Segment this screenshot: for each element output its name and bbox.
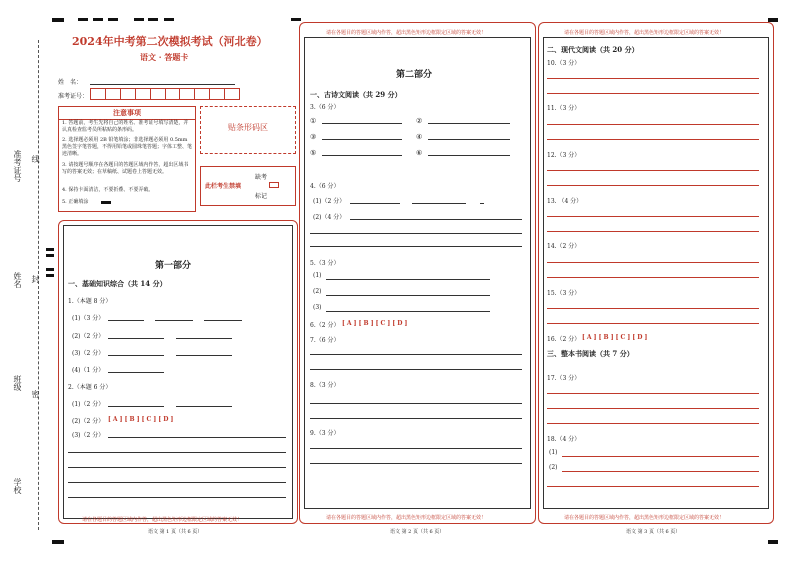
q5-sub3: (3) (313, 304, 322, 311)
answer-line[interactable] (108, 372, 164, 373)
answer-line[interactable] (547, 93, 759, 94)
answer-line[interactable] (412, 203, 466, 204)
warning-text: 请在各题目的答题区域内作答，超出黑色矩形边框限定区域的答案无效！ (564, 30, 725, 36)
warning-text: 请在各题目的答题区域内作答，超出黑色矩形边框限定区域的答案无效！ (326, 515, 487, 521)
q1-label: 1.（本题 8 分） (68, 298, 112, 305)
answer-line[interactable] (108, 355, 164, 356)
id-label: 准考证号： (58, 93, 89, 100)
q10-label: 10.（3 分） (547, 60, 581, 67)
side-label-seal: 封 (31, 275, 40, 283)
answer-line[interactable] (547, 170, 759, 171)
barcode-area (200, 106, 296, 154)
answer-line[interactable] (547, 262, 759, 263)
timing-mark (148, 18, 158, 21)
answer-line[interactable] (176, 406, 232, 407)
answer-line[interactable] (562, 471, 759, 472)
answer-line[interactable] (547, 423, 759, 424)
page-footer-2: 语文 第 2 页（共 6 页） (390, 529, 445, 535)
name-field[interactable] (90, 84, 235, 85)
timing-mark (78, 18, 88, 21)
notes-item: 4. 保持卡面清洁，不要折叠、不要弄破。 (62, 187, 154, 193)
absent-mark2: 标记 (255, 193, 268, 200)
answer-line[interactable] (310, 403, 522, 404)
answer-line[interactable] (350, 219, 522, 220)
timing-mark (93, 18, 103, 21)
answer-line[interactable] (68, 482, 286, 483)
q18-sub2: (2) (549, 464, 558, 471)
circle-1: ① (310, 117, 317, 125)
warning-text: 请在各题目的答题区域内作答，超出黑色矩形边框限定区域的答案无效！ (564, 515, 725, 521)
q6-label: 6.（2 分） (310, 322, 340, 329)
timing-mark (52, 540, 64, 544)
fill-sample-icon (101, 201, 111, 204)
page-subtitle: 语文 · 答题卡 (140, 52, 189, 62)
option-choice[interactable]: [ A ] [ B ] [ C ] [ D ] (342, 320, 408, 327)
answer-line[interactable] (547, 78, 759, 79)
q1-sub1: (1)（3 分） (72, 315, 105, 322)
side-label-class: 班级 (13, 375, 22, 391)
section-modern: 二、现代文阅读（共 20 分） (547, 45, 639, 54)
answer-line[interactable] (108, 338, 164, 339)
answer-line[interactable] (326, 295, 490, 296)
timing-mark (164, 18, 174, 21)
section-poetry: 一、古诗文阅读（共 29 分） (310, 90, 402, 99)
name-label: 姓 名： (58, 79, 83, 86)
side-label-school: 学校 (13, 478, 22, 494)
q15-label: 15.（3 分） (547, 290, 581, 297)
q4-label: 4.（6 分） (310, 183, 340, 190)
answer-line[interactable] (326, 279, 490, 280)
q3-label: 3.（6 分） (310, 104, 340, 111)
answer-line[interactable] (176, 338, 232, 339)
timing-mark (134, 18, 144, 21)
answer-line[interactable] (428, 155, 510, 156)
answer-line[interactable] (350, 203, 400, 204)
answer-line[interactable] (547, 393, 759, 394)
q14-label: 14.（2 分） (547, 243, 581, 250)
q1-sub3: (3)（2 分） (72, 350, 105, 357)
q18-sub1: (1) (549, 449, 558, 456)
binding-line (38, 40, 39, 530)
answer-line[interactable] (480, 203, 484, 204)
q1-sub4: (4)（1 分） (72, 367, 105, 374)
answer-line[interactable] (68, 452, 286, 453)
circle-2: ② (416, 117, 423, 125)
answer-line[interactable] (428, 123, 510, 124)
absent-mark1: 缺考 (255, 174, 268, 181)
q1-sub2: (2)（2 分） (72, 333, 105, 340)
answer-line[interactable] (562, 456, 759, 457)
notes-item: 5. 正确填涂 (62, 199, 89, 205)
absent-label: 此栏考生禁填 (205, 183, 242, 190)
part-one-title: 第一部分 (155, 261, 192, 271)
notes-box (58, 106, 196, 212)
answer-line[interactable] (176, 355, 232, 356)
id-boxes[interactable] (90, 88, 240, 100)
notes-item: 2. 选择题必须用 2B 铅笔填涂；非选择题必须用 0.5mm 黑色签字笔答题，不得用铅笔或圆珠笔答题；字体工整、笔迹清晰。 (62, 137, 193, 157)
answer-line[interactable] (310, 246, 522, 247)
answer-line[interactable] (310, 448, 522, 449)
timing-mark (291, 18, 301, 21)
page-footer-3: 语文 第 3 页（共 6 页） (626, 529, 681, 535)
answer-line[interactable] (322, 139, 402, 140)
answer-line[interactable] (322, 155, 402, 156)
answer-line[interactable] (547, 277, 759, 278)
answer-line[interactable] (547, 124, 759, 125)
q2-sub2: (2)（2 分） (72, 418, 105, 425)
answer-line[interactable] (155, 320, 193, 321)
answer-line[interactable] (310, 233, 522, 234)
page-footer-1: 语文 第 1 页（共 6 页） (148, 529, 203, 535)
section-basic: 一、基础知识综合（共 14 分） (68, 279, 167, 288)
warning-text: 请在各题目的答题区域内作答，超出黑色矩形边框限定区域的答案无效！ (82, 517, 243, 523)
circle-6: ⑥ (416, 149, 423, 157)
section-book: 三、整本书阅读（共 7 分） (547, 349, 634, 358)
answer-line[interactable] (547, 231, 759, 232)
side-label-line: 线 (31, 155, 40, 163)
timing-mark (768, 540, 778, 544)
answer-line[interactable] (68, 497, 286, 498)
answer-line[interactable] (547, 408, 759, 409)
answer-line[interactable] (310, 418, 522, 419)
q8-label: 8.（3 分） (310, 382, 340, 389)
q16-label: 16.（2 分） (547, 336, 581, 343)
page-title: 2024年中考第二次模拟考试（河北卷） (72, 35, 268, 48)
answer-line[interactable] (310, 463, 522, 464)
circle-5: ⑤ (310, 149, 317, 157)
warning-text: 请在各题目的答题区域内作答，超出黑色矩形边框限定区域的答案无效！ (326, 30, 487, 36)
answer-line[interactable] (547, 139, 759, 140)
q2-sub1: (1)（2 分） (72, 401, 105, 408)
part-two-title: 第二部分 (396, 70, 433, 80)
answer-line[interactable] (310, 354, 522, 355)
answer-line[interactable] (547, 216, 759, 217)
q5-sub2: (2) (313, 288, 322, 295)
circle-4: ④ (416, 133, 423, 141)
answer-line[interactable] (428, 139, 510, 140)
answer-line[interactable] (326, 311, 490, 312)
q9-label: 9.（3 分） (310, 430, 340, 437)
answer-line[interactable] (108, 406, 164, 407)
timing-mark (46, 248, 54, 251)
notes-item: 1. 答题前，考生先将自己的姓名、准考证号填写清楚，并认真检查监考员所粘贴的条形码。 (62, 120, 189, 133)
circle-3: ③ (310, 133, 317, 141)
option-choice[interactable]: [ A ] [ B ] [ C ] [ D ] (108, 416, 174, 423)
side-label-name: 姓名 (13, 272, 22, 288)
answer-line[interactable] (310, 369, 522, 370)
q2-sub3: (3)（2 分） (72, 432, 105, 439)
q4-sub1: (1)（2 分） (313, 198, 346, 205)
timing-mark (52, 18, 64, 22)
q11-label: 11.（3 分） (547, 105, 581, 112)
answer-line[interactable] (547, 323, 759, 324)
answer-panel-3 (538, 22, 774, 524)
side-label-id: 准考证号 (13, 150, 22, 182)
q18-label: 18.（4 分） (547, 436, 581, 443)
notes-item: 3. 请按题号顺序在各题目的答题区域内作答，超出区域书写的答案无效；在草稿纸、试题卷上答题无效。 (62, 162, 189, 175)
q13-label: 13. （4 分） (547, 198, 583, 205)
q17-label: 17.（3 分） (547, 375, 581, 382)
notes-title: 注意事项 (59, 107, 195, 120)
absent-checkbox[interactable] (269, 182, 279, 188)
answer-line[interactable] (68, 467, 286, 468)
q7-label: 7.（6 分） (310, 337, 340, 344)
answer-line[interactable] (547, 308, 759, 309)
answer-line[interactable] (204, 320, 242, 321)
answer-line[interactable] (108, 320, 144, 321)
q4-sub2: (2)（4 分） (313, 214, 346, 221)
answer-line[interactable] (547, 185, 759, 186)
option-choice[interactable]: [ A ] [ B ] [ C ] [ D ] (582, 334, 648, 341)
barcode-label: 贴条形码区 (228, 123, 268, 132)
timing-mark (46, 254, 54, 257)
q5-sub1: (1) (313, 272, 322, 279)
timing-mark (46, 268, 54, 271)
answer-line[interactable] (322, 123, 402, 124)
q5-label: 5.（3 分） (310, 260, 340, 267)
answer-line[interactable] (547, 486, 759, 487)
timing-mark (46, 274, 54, 277)
answer-line[interactable] (108, 437, 286, 438)
absent-box (200, 166, 296, 206)
q2-label: 2.（本题 6 分） (68, 384, 112, 391)
side-label-secret: 密 (31, 390, 40, 398)
timing-mark (108, 18, 118, 21)
q12-label: 12.（3 分） (547, 152, 581, 159)
